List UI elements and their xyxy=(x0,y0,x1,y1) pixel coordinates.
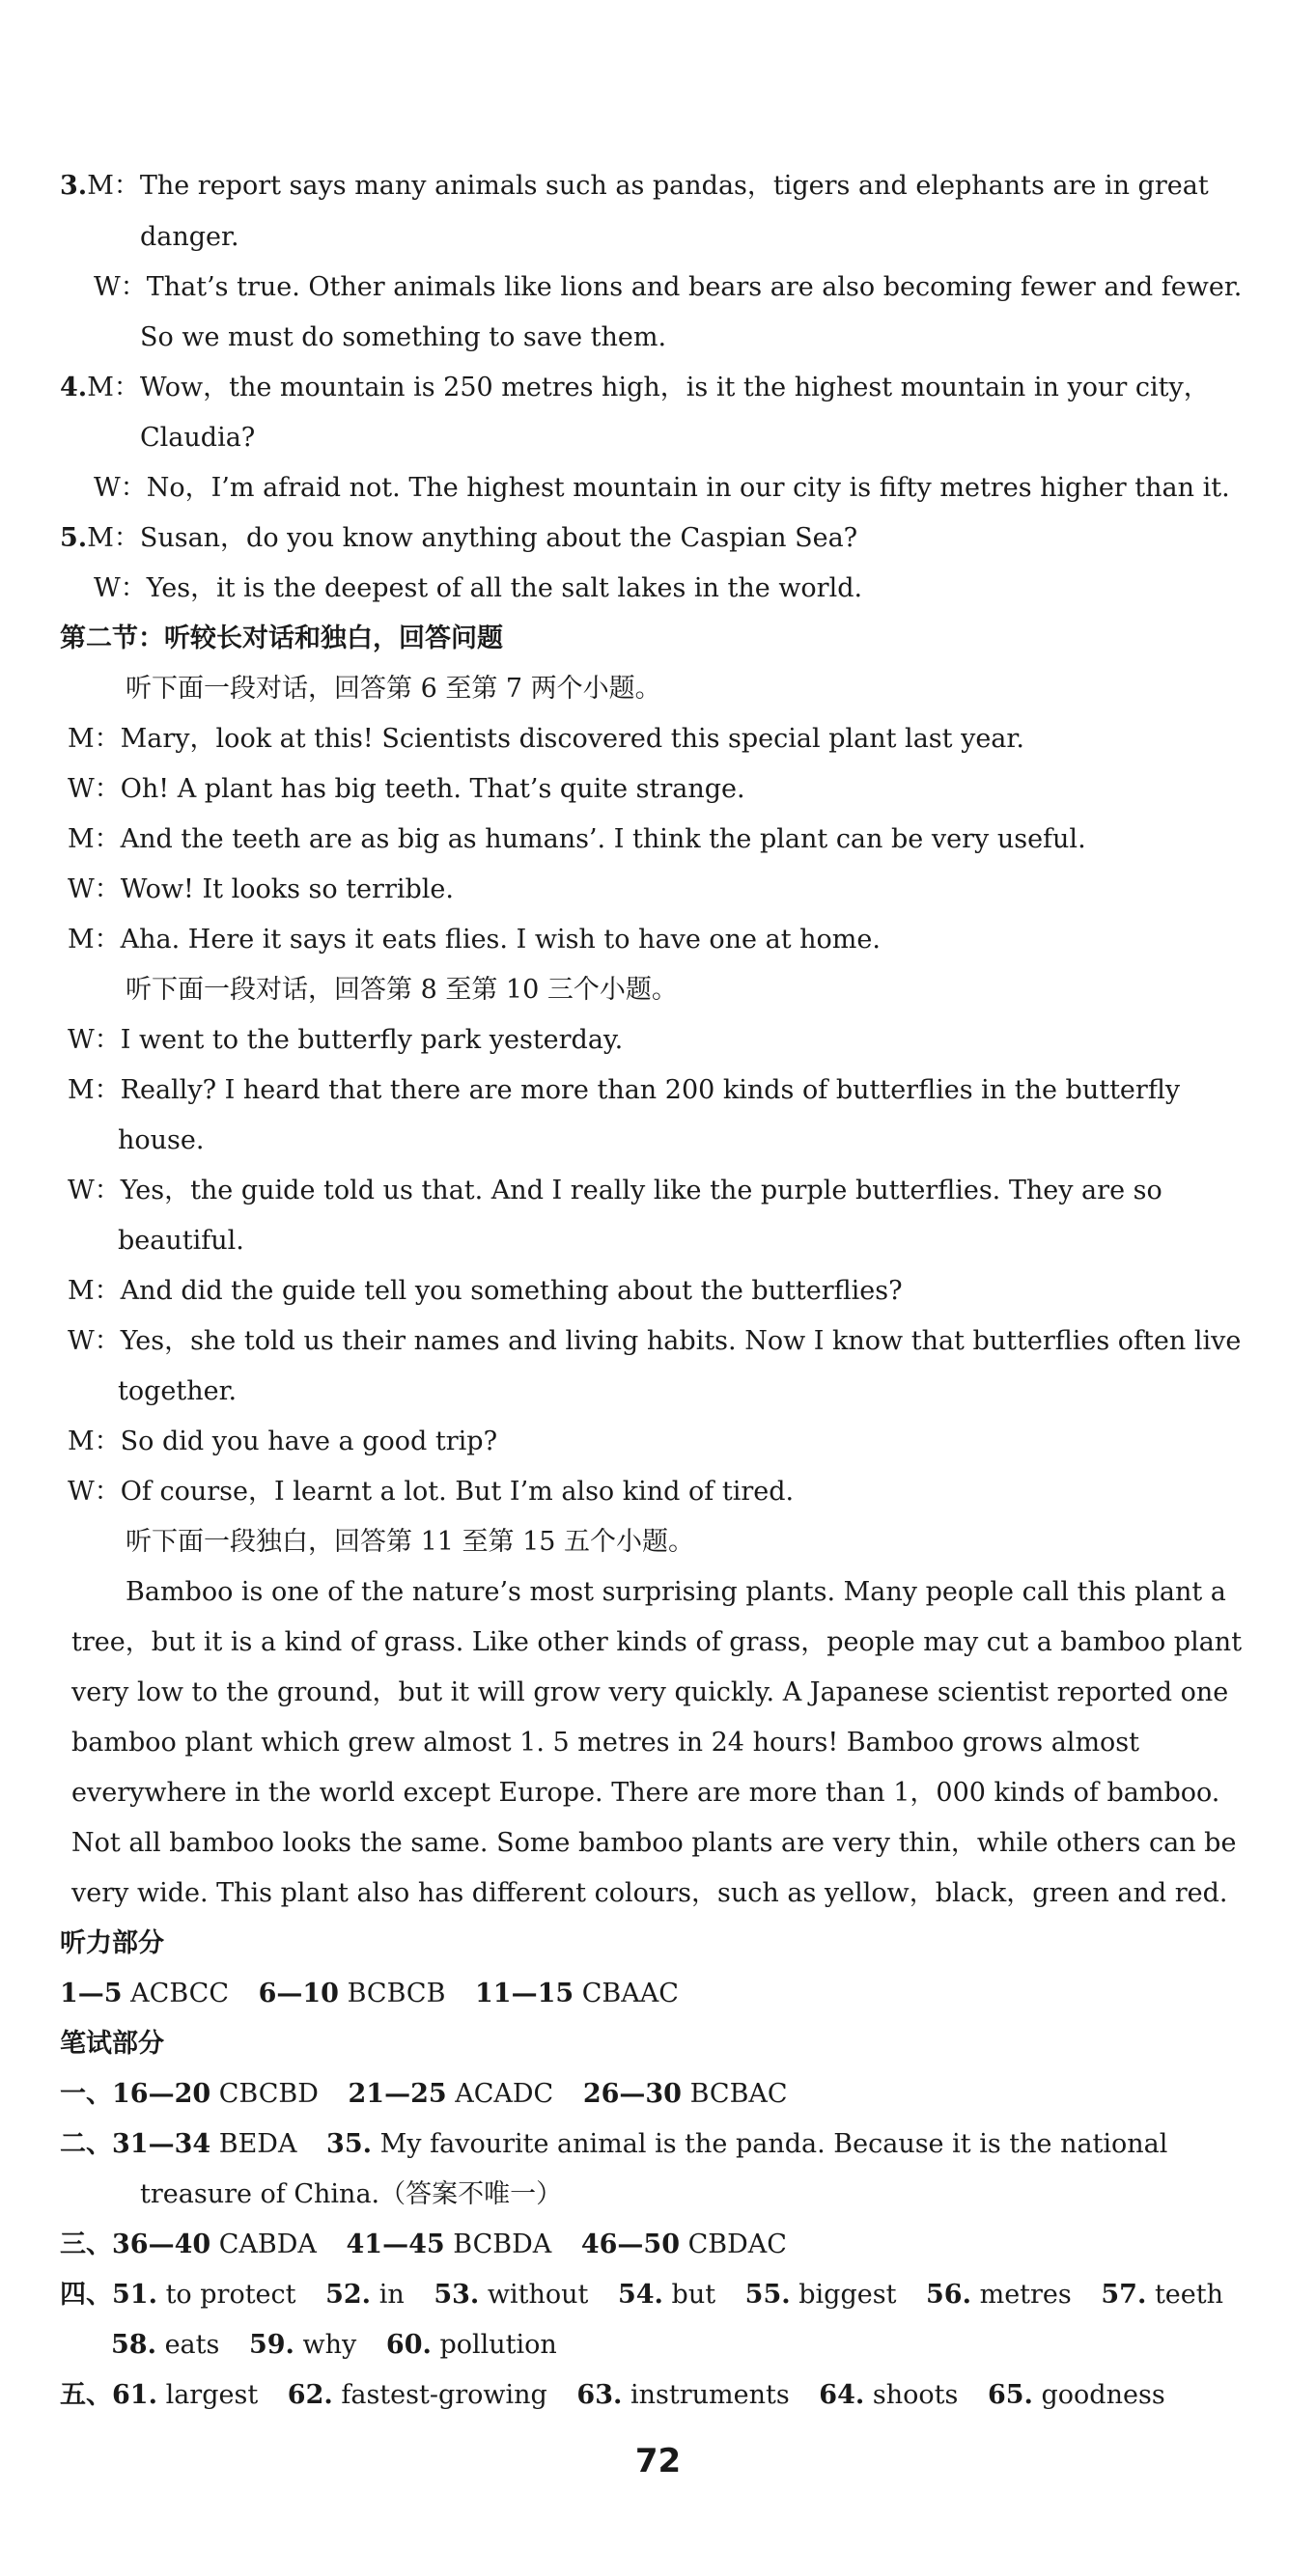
answer-word: teeth xyxy=(1154,2280,1223,2310)
answer-letters: CBAAC xyxy=(581,1979,679,2008)
answer-word: metres xyxy=(979,2280,1072,2310)
answer-word: without xyxy=(487,2280,589,2310)
answer-word: eats xyxy=(164,2330,220,2360)
question-number: 57. xyxy=(1101,2280,1147,2310)
answer-range: 6—10 xyxy=(258,1979,339,2008)
dialog2-line: W：Of course，I learnt a lot. But I’m also kind of tired. xyxy=(68,1477,795,1507)
dialog-line: M：The report says many animals such as pandas，tigers and elephants are in great xyxy=(87,171,1209,201)
answer-word: fastest-growing xyxy=(341,2380,547,2410)
monologue-line: everywhere in the world except Europe. There are more than 1，000 kinds of bamboo. xyxy=(71,1778,1220,1808)
listening-answers xyxy=(60,1978,679,2010)
written-section-title: 笔试部分 xyxy=(60,2029,164,2059)
monologue-line: bamboo plant which grew almost 1. 5 metres in 24 hours! Bamboo grows almost xyxy=(71,1728,1140,1758)
monologue-line: very low to the ground，but it will grow very quickly. A Japanese scientist reported one xyxy=(71,1677,1229,1707)
answer-word: to protect xyxy=(165,2280,296,2310)
part-label: 五、 xyxy=(60,2380,112,2410)
answer-letters: CBDAC xyxy=(687,2230,787,2259)
answer-word: goodness xyxy=(1041,2380,1165,2410)
answer-letters: ACADC xyxy=(455,2079,554,2109)
answer-letters: CBCBD xyxy=(218,2079,319,2109)
answer-range: 21—25 xyxy=(348,2079,447,2109)
part2-answer-cont: treasure of China.（答案不唯一） xyxy=(140,2179,563,2209)
part4-answers-cont xyxy=(111,2329,557,2362)
dialog2-line: M：And did the guide tell you something about the butterflies? xyxy=(68,1276,903,1306)
part4-answers xyxy=(60,2279,1223,2312)
dialog-line: M：Susan，do you know anything about the Caspian Sea? xyxy=(87,523,858,553)
question-number: 5. xyxy=(60,523,88,553)
question-number: 58. xyxy=(111,2330,156,2360)
dialog2-line: W：Yes，she told us their names and living habits. Now I know that butterflies often live xyxy=(68,1326,1242,1356)
part2-answers xyxy=(60,2128,1167,2161)
question-number: 3. xyxy=(60,171,88,201)
answer-word: largest xyxy=(165,2380,259,2410)
dialog2-line: M：So did you have a good trip? xyxy=(68,1426,498,1456)
dialog1-line: W：Wow! It looks so terrible. xyxy=(68,874,454,904)
q3-woman-line-cont: So we must do something to save them. xyxy=(140,322,667,352)
dialog2-intro: 听下面一段对话，回答第 8 至第 10 三个小题。 xyxy=(126,975,678,1005)
listening-section-title: 听力部分 xyxy=(60,1928,164,1958)
answer-word: pollution xyxy=(439,2330,557,2360)
q4-woman-line: W：No，I’m afraid not. The highest mountain in our city is fifty metres higher than it. xyxy=(94,473,1230,503)
part1-answers xyxy=(60,2078,788,2111)
q4-man-line xyxy=(60,372,1210,404)
page-number: 72 xyxy=(634,2442,682,2480)
dialog2-line: W：Yes，the guide told us that. And I really like the purple butterflies. They are so xyxy=(68,1176,1162,1205)
part5-answers xyxy=(60,2379,1165,2412)
question-number: 53. xyxy=(434,2280,480,2310)
dialog1-line: M：Aha. Here it says it eats flies. I wish to have one at home. xyxy=(68,925,881,955)
answer-range: 16—20 xyxy=(112,2079,211,2109)
part-label: 一、 xyxy=(60,2079,112,2109)
question-number: 63. xyxy=(576,2380,623,2410)
dialog2-line-cont: beautiful. xyxy=(118,1226,244,1256)
section2-title: 第二节：听较长对话和独白，回答问题 xyxy=(60,623,503,653)
question-number: 62. xyxy=(287,2380,333,2410)
monologue-line: very wide. This plant also has different colours，such as yellow，black，green and red. xyxy=(71,1878,1228,1908)
dialog1-line: W：Oh! A plant has big teeth. That’s quite strange. xyxy=(68,774,745,804)
answer-letters: CABDA xyxy=(218,2230,317,2259)
question-number: 51. xyxy=(112,2280,157,2310)
answer-range: 26—30 xyxy=(582,2079,682,2109)
question-number: 4. xyxy=(60,373,88,402)
answer-range: 1—5 xyxy=(60,1979,123,2008)
q3-man-line xyxy=(60,170,1209,203)
part-label: 三、 xyxy=(60,2230,112,2259)
dialog2-line: W：I went to the butterfly park yesterday. xyxy=(68,1025,624,1055)
question-number: 35. xyxy=(326,2129,373,2159)
answer-word: in xyxy=(378,2280,405,2310)
question-number: 54. xyxy=(617,2280,663,2310)
dialog2-line-cont: together. xyxy=(118,1376,238,1406)
monologue-line: Bamboo is one of the nature’s most surprising plants. Many people call this plant a xyxy=(126,1577,1226,1607)
part3-answers xyxy=(60,2229,787,2261)
monologue-line: Not all bamboo looks the same. Some bamboo plants are very thin，while others can be xyxy=(71,1828,1237,1858)
answer-letters: BCBDA xyxy=(453,2230,552,2259)
dialog1-intro: 听下面一段对话，回答第 6 至第 7 两个小题。 xyxy=(126,674,661,704)
answer-letters: BCBCB xyxy=(347,1979,446,2008)
answer-word: why xyxy=(302,2330,357,2360)
answer-range: 41—45 xyxy=(346,2230,445,2259)
question-number: 64. xyxy=(819,2380,865,2410)
question-number: 55. xyxy=(744,2280,791,2310)
monologue-line: tree，but it is a kind of grass. Like other kinds of grass，people may cut a bamboo plant xyxy=(71,1627,1243,1657)
answer-letters: ACBCC xyxy=(130,1979,229,2008)
question-number: 59. xyxy=(248,2330,294,2360)
answer-letters: BCBAC xyxy=(689,2079,788,2109)
answer-word: biggest xyxy=(798,2280,897,2310)
q5-woman-line: W：Yes，it is the deepest of all the salt lakes in the world. xyxy=(94,573,863,603)
q3-man-line-cont: danger. xyxy=(140,222,239,252)
answer-range: 36—40 xyxy=(112,2230,211,2259)
answer-letters: BEDA xyxy=(218,2129,297,2159)
answer-word: instruments xyxy=(630,2380,790,2410)
answer-range: 46—50 xyxy=(580,2230,680,2259)
q3-woman-line: W：That’s true. Other animals like lions and bears are also becoming fewer and fewer. xyxy=(94,272,1243,302)
dialog-line: M：Wow，the mountain is 250 metres high，is it the highest mountain in your city， xyxy=(87,373,1210,402)
answer-range: 11—15 xyxy=(475,1979,574,2008)
question-number: 60. xyxy=(385,2330,432,2360)
dialog1-line: M：And the teeth are as big as humans’. I think the plant can be very useful. xyxy=(68,824,1086,854)
answer-word: shoots xyxy=(872,2380,959,2410)
dialog2-line: M：Really? I heard that there are more than 200 kinds of butterflies in the butterfly xyxy=(68,1075,1181,1105)
dialog2-line-cont: house. xyxy=(118,1125,205,1155)
question-number: 52. xyxy=(325,2280,372,2310)
question-number: 56. xyxy=(926,2280,971,2310)
answer-word: but xyxy=(671,2280,716,2310)
answer-text: My favourite animal is the panda. Because it is the national xyxy=(379,2129,1168,2159)
monologue-intro: 听下面一段独白，回答第 11 至第 15 五个小题。 xyxy=(126,1527,695,1557)
part-label: 四、 xyxy=(60,2280,112,2310)
dialog1-line: M：Mary，look at this! Scientists discovered this special plant last year. xyxy=(68,724,1024,754)
question-number: 61. xyxy=(112,2380,157,2410)
part-label: 二、 xyxy=(60,2129,112,2159)
q5-man-line xyxy=(60,522,857,555)
q4-man-line-cont: Claudia? xyxy=(140,423,256,453)
question-number: 65. xyxy=(987,2380,1033,2410)
answer-range: 31—34 xyxy=(112,2129,211,2159)
